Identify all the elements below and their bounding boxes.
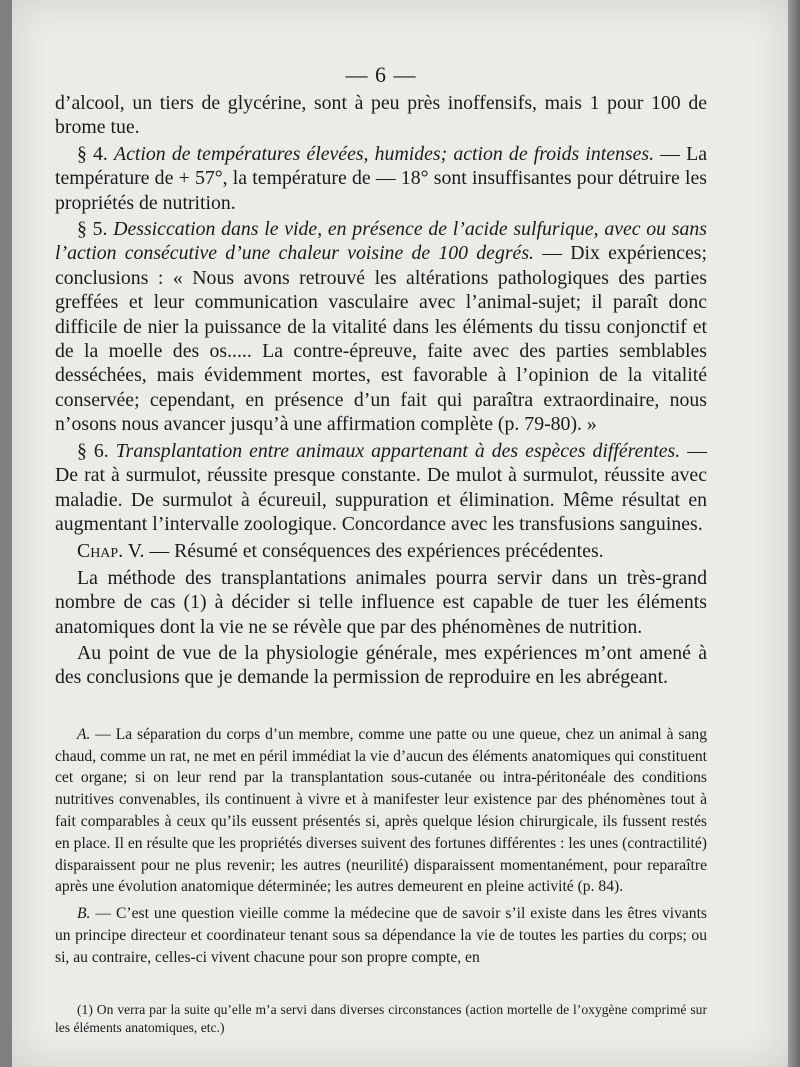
paragraph-physiology: Au point de vue de la physiologie générale, mes expériences m’ont amené à des conclusions que je demande la permission de reproduire en les abrégeant. [55,641,707,689]
section-text: — De rat à surmulot, réussite presque constante. De mulot à surmulot, réussite avec maladie. De surmulot à écureuil, suppuration et élimination. Même résultat en augmentant l’intervalle zoologique. Concordance avec les transfusions sanguines. [55,439,707,535]
section-text: — Dix expériences; conclusions : « Nous avons retrouvé les altérations pathologiques des parties greffées et leur communication vasculaire avec l’animal-sujet; il paraît donc difficile de nier la puissance de la vitalité dans les éléments du tissu conjonctif et de la moelle des os..... La contre-épreuve, faite avec des parties semblables desséchées, mais évidemment mortes, est favorable à l’opinion de la vitalité conservée; cependant, en présence d’un fait qui paraîtra extraordinaire, nous n’osons nous avancer jusqu’à une affirmation complète (p. 79-80). » [55,242,707,436]
summary-text: — La séparation du corps d’un membre, comme une patte ou une queue, chez un animal à sang chaud, comme un rat, ne met en péril immédiat la vie d’aucun des éléments anatomiques qui constituent cet organe; si on leur rend par la transplantation sous-cutanée ou intra-péritonéale des conditions nutritives convenables, ils continuent à vivre et à manifester leur existence par des phénomènes tout à fait comparables à ceux qu’ils eussent présentés si, après quelque lésion chirurgicale, ils fussent restés en place. Il en résulte que les propriétés diverses suivent des fortunes différentes : les unes (contractilité) disparaissent pour ne plus revenir; les autres (neurilité) disparaissent momentanément, pour reparaître après une évolution anatomique déterminée; les autres demeurent en pleine activité (p. 84). [55,725,707,896]
summary-label: B. [77,905,91,923]
page-text [55,62,707,1038]
summary-item-b [55,903,707,968]
main-body [55,91,707,690]
summary-label: A. [77,725,91,743]
document-page [12,0,788,1067]
section-title: Transplantation entre animaux appartenant à des espèces différentes. [115,439,681,462]
section-number: § 5. [77,218,114,241]
section-title: Dessiccation dans le vide, en présence de l’acide sulfurique, avec ou sans l’action consécutive d’une chaleur voisine de 100 degrés. [55,218,707,265]
paragraph-continued: d’alcool, un tiers de glycérine, sont à peu près inoffensifs, mais 1 pour 100 de brome tue. [55,92,707,139]
paragraph-section-4 [55,142,707,215]
chapter-label: Chap. V. [77,540,145,563]
paragraph-method: La méthode des transplantations animales pourra servir dans un très-grand nombre de cas (1) à décider si telle influence est capable de tuer les éléments anatomiques dont la vie ne se révèle que par des phénomènes de nutrition. [55,566,707,638]
section-number: § 4. [77,142,115,165]
section-number: § 6. [77,439,116,462]
section-text: — La température de + 57°, la température de — 18° sont insuffisantes pour détruire les propriétés de nutrition. [55,142,707,214]
summary-item-a [55,724,707,898]
paragraph-section-6 [55,439,707,537]
summary-block [55,724,707,969]
chapter-heading [55,539,707,563]
summary-text: — C’est une question vieille comme la médecine que de savoir s’il existe dans les êtres vivants un principe directeur et coordinateur tenant sous sa dépendance la vie de toutes les parties du corps; ou si, au contraire, celles-ci vivent chacune pour son propre compte, en [55,905,707,966]
chapter-title: — Résumé et conséquences des expériences précédentes. [144,540,604,563]
page-number: — 6 — [345,62,417,87]
section-title: Action de températures élevées, humides; action de froids intenses. [114,142,655,165]
footnote: (1) On verra par la suite qu’elle m’a servi dans diverses circonstances (action mortelle de l’oxygène comprimé sur les éléments anatomiques, etc.) [55,1001,707,1036]
page-edge [788,0,800,1067]
footnote-block [55,1001,707,1038]
paragraph-section-5 [55,217,707,437]
